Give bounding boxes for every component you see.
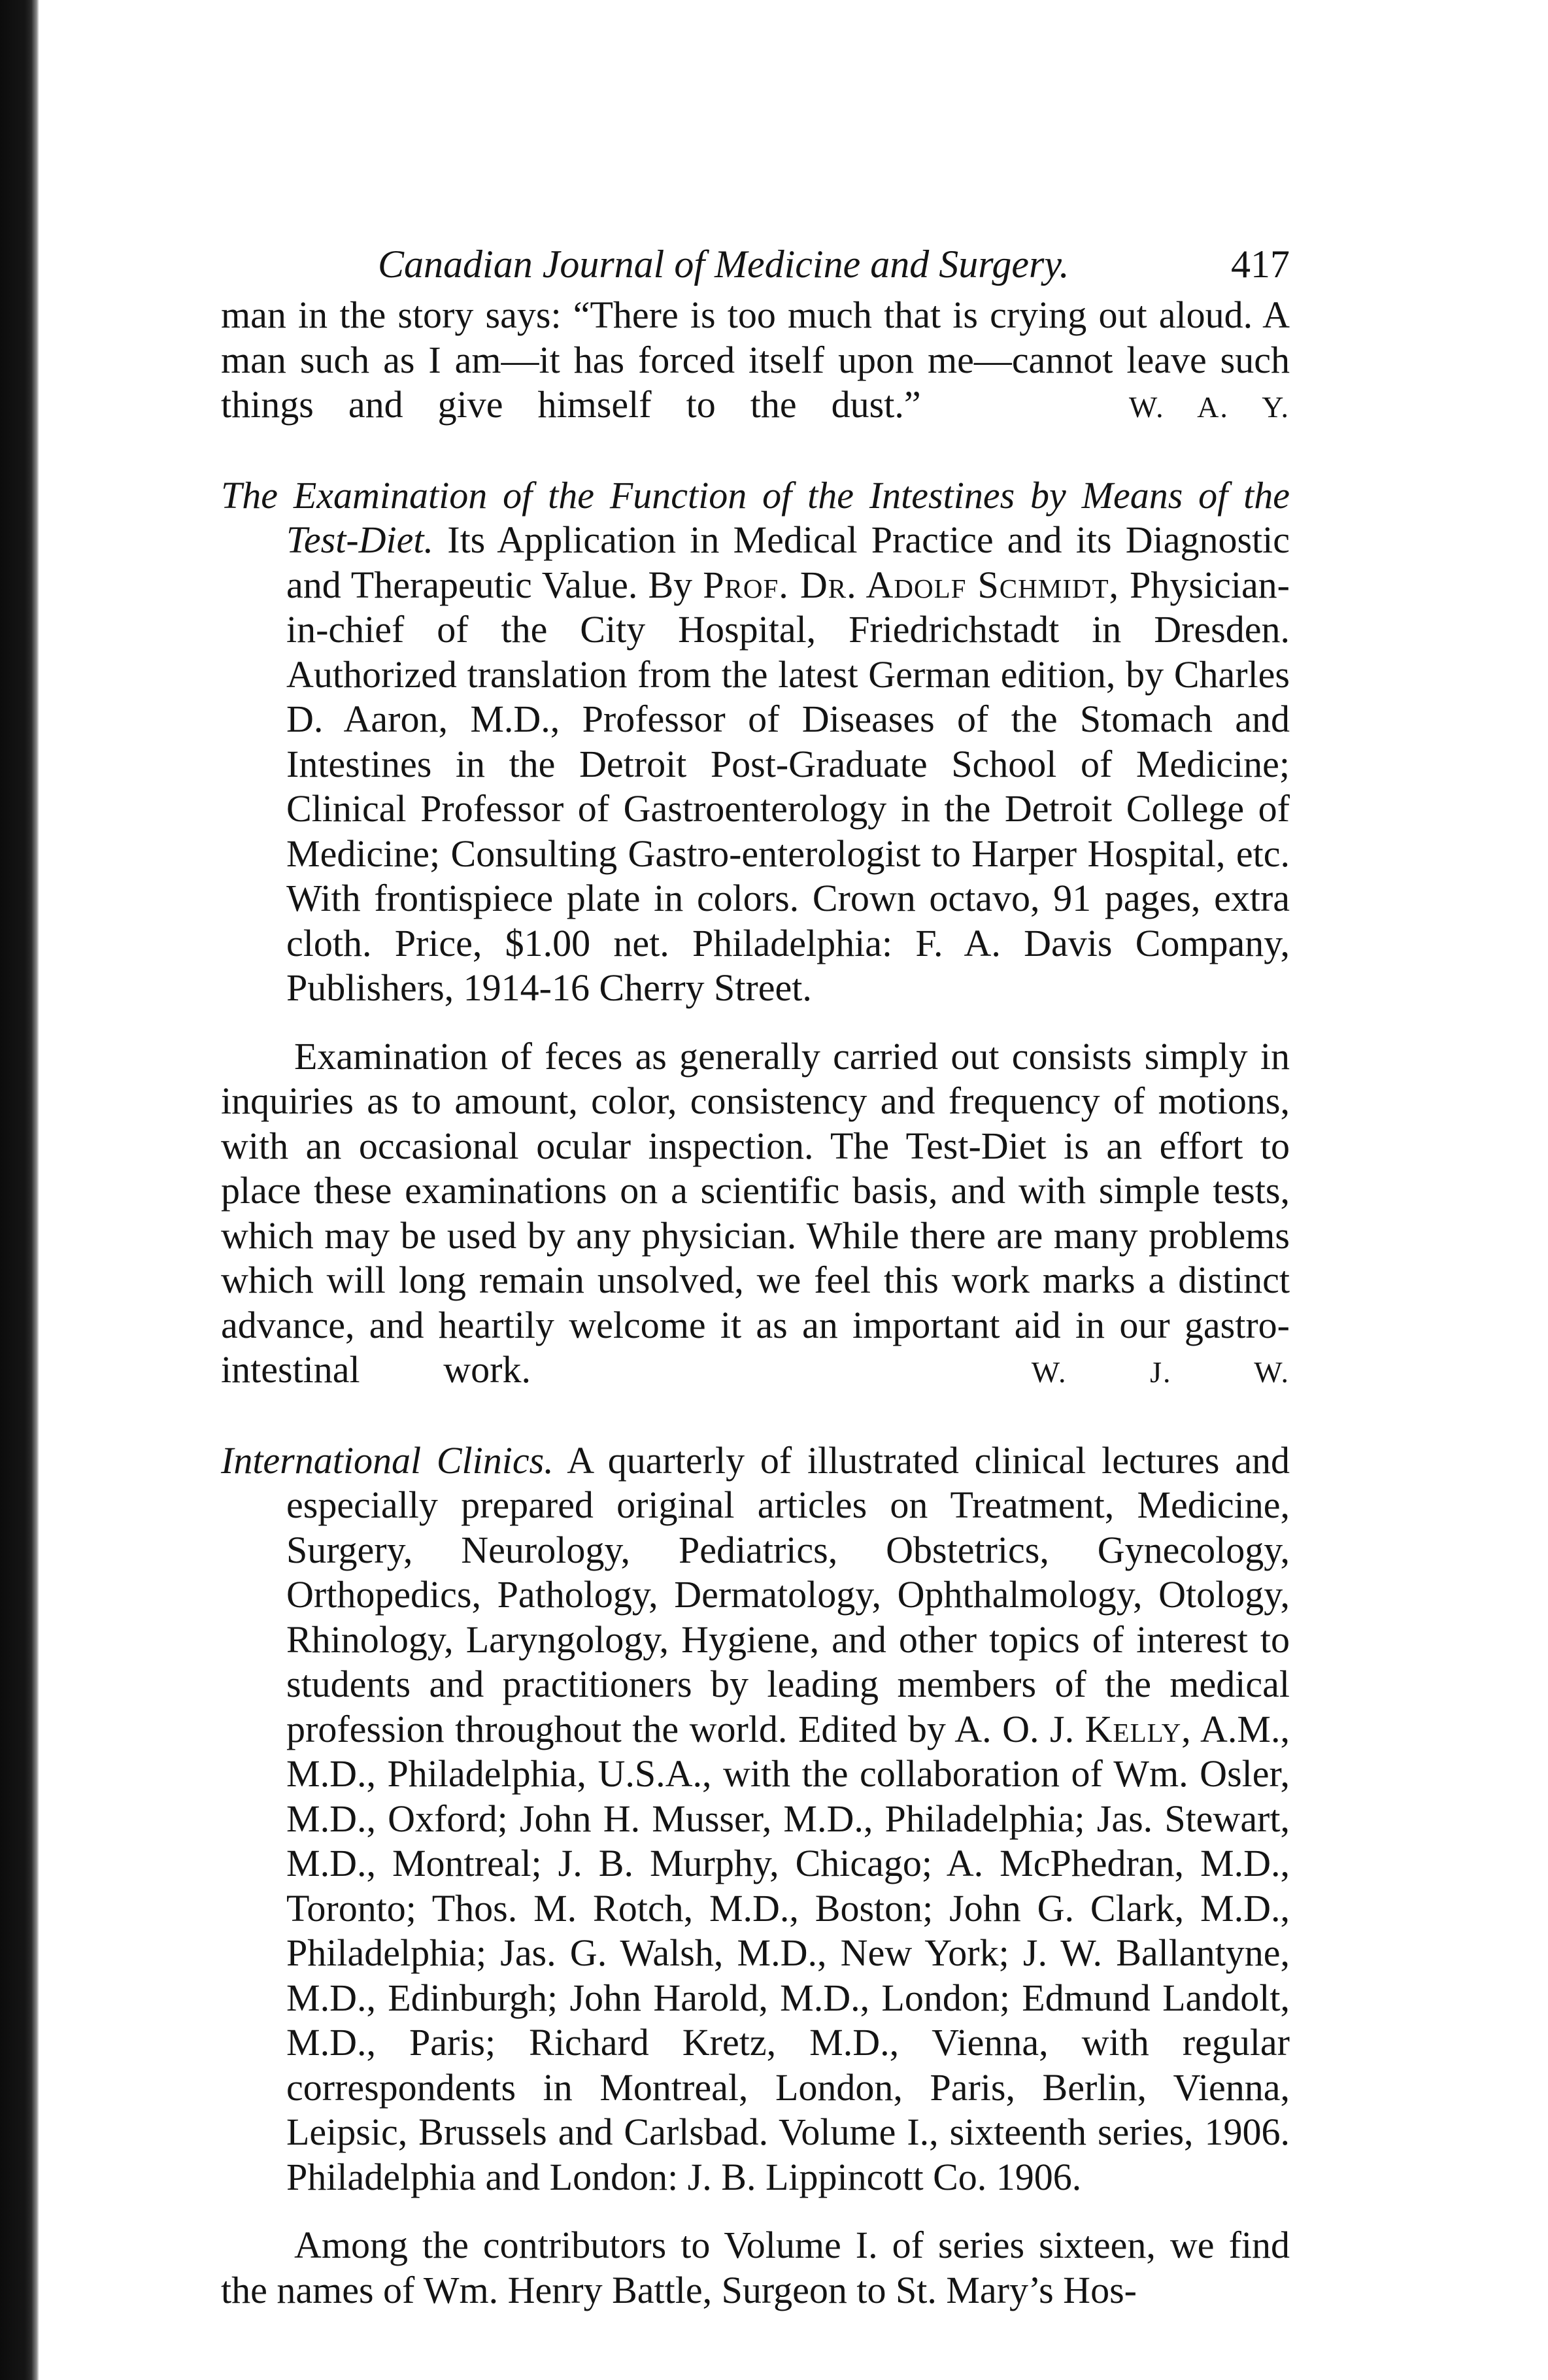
paragraph-continued	[221, 293, 1290, 430]
review-paragraph-test-diet	[221, 1034, 1290, 1395]
paragraph-text: Examination of feces as generally carried out consists simply in inquiries as to amount, color, consistency and frequency of motions, with an occasional ocular inspection. The Test-Diet is an effort to place these examinations on a scientific basis, and with simple tests, which may be used by any physician. While there are many problems which will long remain unsolved, we feel this work marks a distinct advance, and heartily welcome it as an important aid in our gastro-intestinal work.	[221, 1034, 1290, 1391]
page-binding-edge	[0, 0, 39, 2380]
review-entry-international-clinics	[221, 1438, 1290, 2200]
book-title: The Examination of the Function of the Intestines by Means of the Test-Diet.	[221, 473, 1290, 561]
book-author: Prof. Dr. Adolf Schmidt,	[703, 563, 1120, 606]
reviewer-initials: W. J. W.	[1031, 1355, 1290, 1389]
journal-page	[221, 216, 1290, 2313]
book-title: International Clinics.	[221, 1438, 554, 1482]
review-entry-test-diet	[221, 473, 1290, 1011]
review-paragraph-international-clinics	[221, 2223, 1290, 2313]
book-description: Its Application in Medical Practice and its Diagnostic and Therapeutic Value. By	[286, 518, 1290, 606]
page-number: 417	[1231, 243, 1290, 286]
paragraph-text: Among the contributors to Volume I. of series sixteen, we find the names of Wm. Henry Battle, Surgeon to St. Mary’s Hos-	[221, 2224, 1290, 2311]
running-head	[221, 216, 1290, 288]
paragraph-text: man in the story says: “There is too much that is crying out aloud. A man such as I am—it has forced itself upon me—cannot leave such things and give himself to the dust.”	[221, 294, 1290, 426]
reviewer-initials: W. A. Y.	[1128, 390, 1290, 424]
book-description: A quarterly of illustrated clinical lectures and especially prepared original articles on Treatment, Medicine, Surgery, Neurology, Pediatrics, Obstetrics, Gynecology, Orthopedics, Pathology, Dermatology, Ophthalmology, Otology, Rhinology, Laryngology, Hygiene, and other topics of interest to students and practitioners by leading members of the medical profession throughout the world. Edited by A. O. J.	[286, 1438, 1290, 1750]
running-title: Canadian Journal of Medicine and Surgery.	[378, 243, 1069, 286]
book-details: Physician-in-chief of the City Hospital, Friedrichstadt in Dresden. Authorized translation from the latest German edition, by Charles D. Aaron, M.D., Professor of Diseases of the Stomach and Intestines in the Detroit Post-Graduate School of Medicine; Clinical Professor of Gastroenterology in the Detroit College of Medicine; Consulting Gastro-enterologist to Harper Hospital, etc. With frontispiece plate in colors. Crown octavo, 91 pages, extra cloth. Price, $1.00 net. Philadelphia: F. A. Davis Company, Publishers, 1914-16 Cherry Street.	[286, 563, 1290, 1009]
book-editor: Kelly,	[1085, 1707, 1192, 1750]
book-details: A.M., M.D., Philadelphia, U.S.A., with the collaboration of Wm. Osler, M.D., Oxford; John H. Musser, M.D., Philadelphia; Jas. Stewart, M.D., Montreal; J. B. Murphy, Chicago; A. McPhedran, M.D., Toronto; Thos. M. Rotch, M.D., Boston; John G. Clark, M.D., Philadelphia; Jas. G. Walsh, M.D., New York; J. W. Ballantyne, M.D., Edinburgh; John Harold, M.D., London; Edmund Landolt, M.D., Paris; Richard Kretz, M.D., Vienna, with regular correspondents in Montreal, London, Paris, Berlin, Vienna, Leipsic, Brussels and Carlsbad. Volume I., sixteenth series, 1906. Philadelphia and London: J. B. Lippincott Co. 1906.	[286, 1707, 1290, 2198]
